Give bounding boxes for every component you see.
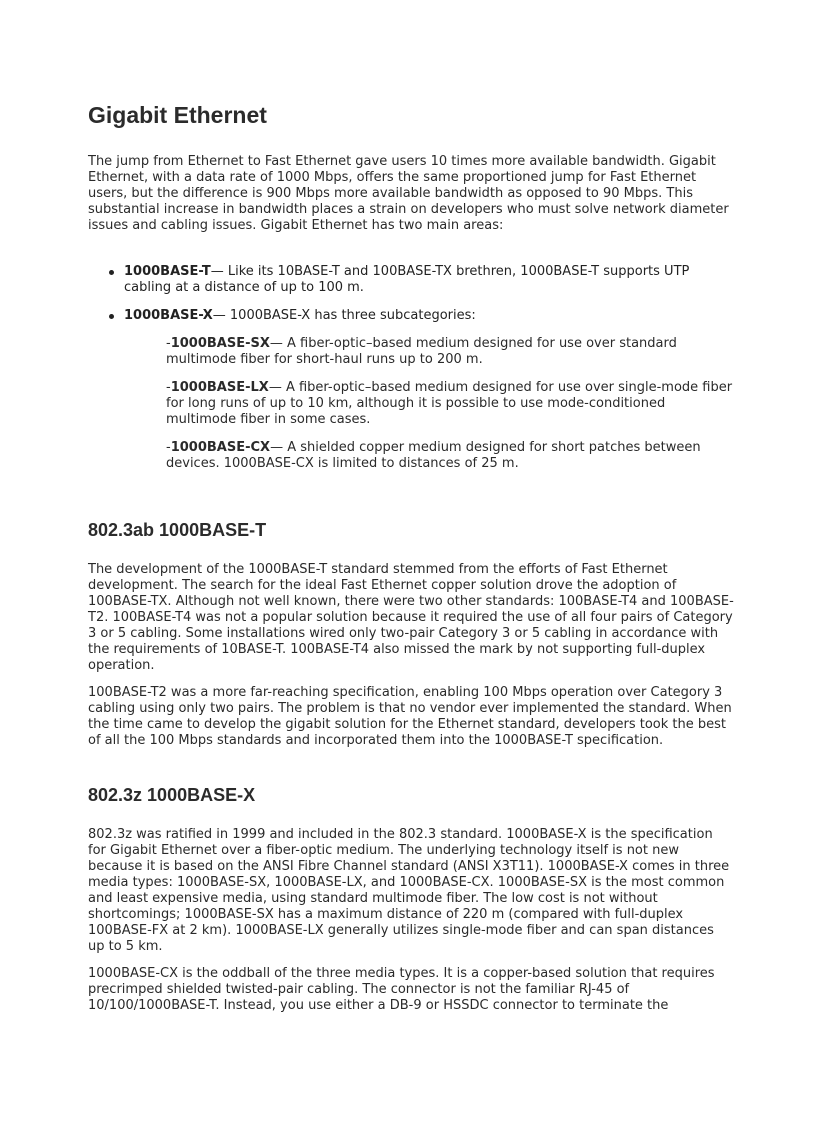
subcategory-item: -1000BASE-LX— A fiber-optic–based medium designed for use over single-mode fiber for long runs of up to 10 km, although it is possible to use mode-conditioned multimode fiber in some cases. (166, 380, 733, 427)
subcategory-list (166, 336, 734, 472)
subcategory-text: — A fiber-optic–based medium designed for use over single-mode fiber for long runs of up to 10 km, although it is possible to use mode-conditioned multimode fiber in some cases. (166, 380, 733, 427)
section-paragraph: 1000BASE-CX is the oddball of the three media types. It is a copper-based solution that requires precrimped shielded twisted-pair cabling. The connector is not the familiar RJ-45 of 10/100/1000BASE-T. Instead, you use either a DB-9 or HSSDC connector to terminate the (88, 966, 715, 1013)
subcategory-text: — A shielded copper medium designed for short patches between devices. 1000BASE-CX is limited to distances of 25 m. (166, 440, 701, 471)
subcategory-term: 1000BASE-SX (170, 336, 270, 351)
list-item (124, 308, 734, 472)
list-item-text: — Like its 10BASE-T and 100BASE-TX brethren, 1000BASE-T supports UTP cabling at a distance of up to 100 m. (124, 264, 690, 295)
section-paragraph: 100BASE-T2 was a more far-reaching specification, enabling 100 Mbps operation over Category 3 cabling using only two pairs. The problem is that no vendor ever implemented the standard. When the time came to develop the gigabit solution for the Ethernet standard, developers took the best of all the 100 Mbps standards and incorporated them into the 1000BASE-T specification. (88, 685, 732, 748)
subcategory-text: — A fiber-optic–based medium designed for use over standard multimode fiber for short-haul runs up to 200 m. (166, 336, 677, 367)
section-1000base-x (88, 783, 734, 1014)
area-list (88, 264, 734, 472)
subcategory-term: 1000BASE-CX (170, 440, 271, 455)
list-item (124, 264, 734, 296)
section-paragraph: The development of the 1000BASE-T standard stemmed from the efforts of Fast Ethernet development. The search for the ideal Fast Ethernet copper solution drove the adoption of 100BASE-TX. Although not well known, there were two other standards: 100BASE-T4 and 100BASE-T2. 100BASE-T4 was not a popular solution because it required the use of all four pairs of Category 3 or 5 cabling. Some installations wired only two-pair Category 3 or 5 cabling in accordance with the requirements of 10BASE-T. 100BASE-T4 also missed the mark by not supporting full-duplex operation. (88, 562, 734, 673)
subcategory-item: -1000BASE-CX— A shielded copper medium designed for short patches between devices. 1000BASE-CX is limited to distances of 25 m. (166, 440, 701, 471)
subcategory-term: 1000BASE-LX (170, 380, 269, 395)
bullet-icon (109, 314, 114, 319)
section-1000base-t (88, 518, 734, 749)
section-heading: 802.3z 1000BASE-X (88, 785, 256, 805)
subcategory-item: -1000BASE-SX— A fiber-optic–based medium designed for use over standard multimode fiber for short-haul runs up to 200 m. (166, 336, 677, 367)
document-page (88, 100, 734, 1014)
section-heading: 802.3ab 1000BASE-T (88, 520, 267, 540)
list-item-term: 1000BASE-T (124, 264, 211, 279)
intro-paragraph: The jump from Ethernet to Fast Ethernet gave users 10 times more available bandwidth. Gigabit Ethernet, with a data rate of 1000 Mbps, offers the same proportioned jump for Fast Ethernet users, but the difference is 900 Mbps more available bandwidth as opposed to 90 Mbps. This substantial increase in bandwidth places a strain on developers who must solve network diameter issues and cabling issues. Gigabit Ethernet has two main areas: (88, 154, 729, 233)
list-item-text: — 1000BASE-X has three subcategories: (212, 308, 476, 323)
list-item-term: 1000BASE-X (124, 308, 213, 323)
bullet-icon (109, 270, 114, 275)
page-title: Gigabit Ethernet (88, 102, 267, 128)
section-paragraph: 802.3z was ratified in 1999 and included in the 802.3 standard. 1000BASE-X is the specification for Gigabit Ethernet over a fiber-optic medium. The underlying technology itself is not new because it is based on the ANSI Fibre Channel standard (ANSI X3T11). 1000BASE-X comes in three media types: 1000BASE-SX, 1000BASE-LX, and 1000BASE-CX. 1000BASE-SX is the most common and least expensive media, using standard multimode fiber. The low cost is not without shortcomings; 1000BASE-SX has a maximum distance of 220 m (compared with full-duplex 100BASE-FX at 2 km). 1000BASE-LX generally utilizes single-mode fiber and can span distances up to 5 km. (88, 827, 730, 954)
